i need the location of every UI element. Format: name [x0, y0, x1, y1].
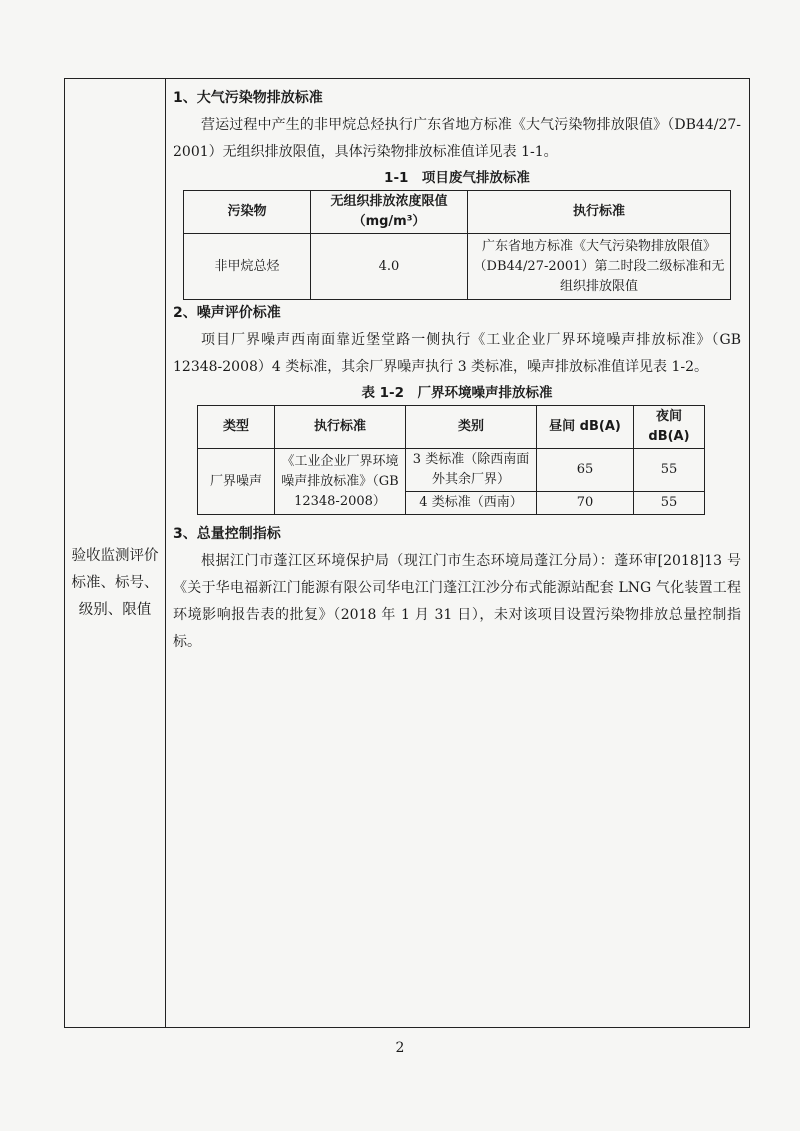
section2-paragraph: 项目厂界噪声西南面靠近堡堂路一侧执行《工业企业厂界环境噪声排放标准》（GB 12348-2008）4 类标准，其余厂界噪声执行 3 类标准，噪声排放标准值详见表 1-2。	[173, 332, 741, 375]
table2-night-cell: 55	[634, 492, 705, 515]
table2-header-cell: 类别	[406, 406, 537, 449]
page-number: 2	[395, 1040, 405, 1056]
table1-cell: 广东省地方标准《大气污染物排放限值》（DB44/27-2001）第二时段二级标准和无组织排放限值	[468, 234, 731, 300]
table1-cell: 非甲烷总烃	[184, 234, 311, 300]
table2-category-cell: 4 类标准（西南）	[406, 492, 537, 515]
table2-header-cell: 执行标准	[275, 406, 406, 449]
table1-header-row	[184, 191, 731, 234]
table1-caption: 1-1 项目废气排放标准	[384, 170, 530, 186]
table2-standard-cell: 《工业企业厂界环境噪声排放标准》（GB 12348-2008）	[275, 449, 406, 515]
table2-category-cell: 3 类标准（除西南面外其余厂界）	[406, 449, 537, 492]
table2-type-cell: 厂界噪声	[198, 449, 275, 515]
table2-header-cell: 夜间 dB(A)	[634, 406, 705, 449]
section1-heading: 1、大气污染物排放标准	[173, 90, 323, 106]
table2-caption: 表 1-2 厂界环境噪声排放标准	[361, 385, 553, 401]
section3-paragraph: 根据江门市蓬江区环境保护局（现江门市生态环境局蓬江分局）：蓬环审[2018]13 号《关于华电福新江门能源有限公司华电江门蓬江江沙分布式能源站配套 LNG 气化装置工程环境影响报告表的批复》（2018 年 1 月 31 日），未对该项目设置污染物排放总量控制指标。	[173, 553, 741, 650]
table-row	[198, 449, 705, 492]
table2-header-row	[198, 406, 705, 449]
section3-heading: 3、总量控制指标	[173, 526, 281, 542]
table1-header-cell: 污染物	[184, 191, 311, 234]
table1-header-cell: 无组织排放浓度限值（mg/m³）	[311, 191, 468, 234]
table2-header-cell: 类型	[198, 406, 275, 449]
table2-night-cell: 55	[634, 449, 705, 492]
left-column	[65, 79, 166, 1027]
row-label: 验收监测评价标准、标号、级别、限值	[71, 548, 159, 618]
table2	[197, 405, 705, 515]
table1-header-cell: 执行标准	[468, 191, 731, 234]
table-row	[184, 234, 731, 300]
table1	[183, 190, 731, 300]
content-area	[173, 85, 741, 656]
table1-cell: 4.0	[311, 234, 468, 300]
table2-day-cell: 70	[537, 492, 634, 515]
section2-heading: 2、噪声评价标准	[173, 305, 281, 321]
table2-day-cell: 65	[537, 449, 634, 492]
document-frame	[64, 78, 750, 1028]
section1-paragraph: 营运过程中产生的非甲烷总烃执行广东省地方标准《大气污染物排放限值》（DB44/27-2001）无组织排放限值，具体污染物排放标准值详见表 1-1。	[173, 117, 741, 160]
table2-header-cell: 昼间 dB(A)	[537, 406, 634, 449]
